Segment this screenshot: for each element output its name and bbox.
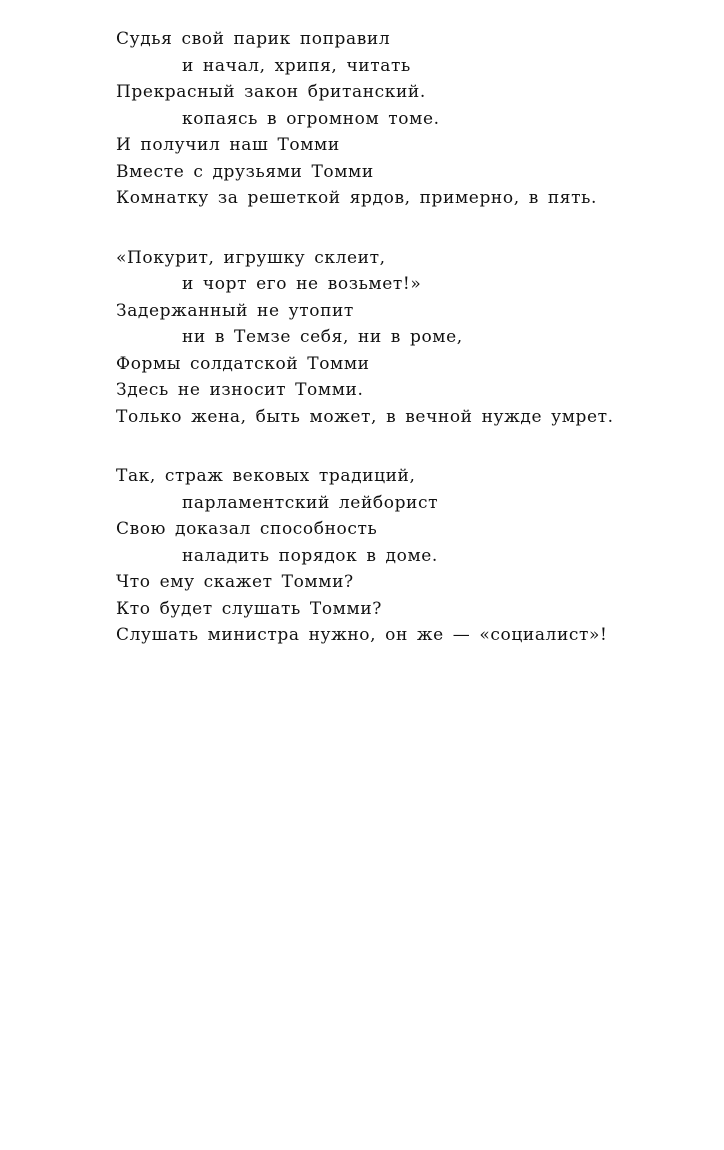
poem-line: Комнатку за решеткой ярдов, примерно, в пять.	[116, 188, 597, 208]
poem-line: Так, страж вековых традиций,	[116, 466, 416, 486]
poem-line: Кто будет слушать Томми?	[116, 598, 382, 619]
poem-line-indented: и начал, хрипя, читать	[182, 55, 411, 76]
poem-line: Прекрасный закон британский.	[116, 82, 426, 102]
poem-line: Слушать министра нужно, он же — «социалист»!	[116, 625, 608, 645]
poem-line: «Покурит, игрушку склеит,	[116, 247, 386, 268]
poem-line: Вместе с друзьями Томми	[116, 161, 374, 182]
stanza-1	[116, 26, 696, 212]
poem-line-indented: наладить порядок в доме.	[182, 545, 438, 566]
poem-line: И получил наш Томми	[116, 135, 340, 155]
stanza-2	[116, 245, 696, 431]
poem-line: Судья свой парик поправил	[116, 29, 391, 49]
poem-line-indented: ни в Темзе себя, ни в роме,	[182, 327, 463, 347]
poem-line: Что ему скажет Томми?	[116, 572, 354, 592]
poem-line: Задержанный не утопит	[116, 300, 354, 321]
poem-line-indented: и чорт его не возьмет!»	[182, 274, 422, 294]
poem-text	[116, 26, 696, 682]
poem-line-indented: парламентский лейборист	[182, 492, 439, 513]
stanza-3	[116, 463, 696, 649]
poem-line: Только жена, быть может, в вечной нужде умрет.	[116, 406, 614, 427]
poem-line-indented: копаясь в огромном томе.	[182, 108, 440, 129]
poem-line: Здесь не износит Томми.	[116, 380, 364, 400]
poem-line: Формы солдатской Томми	[116, 353, 370, 374]
poem-line: Свою доказал способность	[116, 519, 378, 539]
